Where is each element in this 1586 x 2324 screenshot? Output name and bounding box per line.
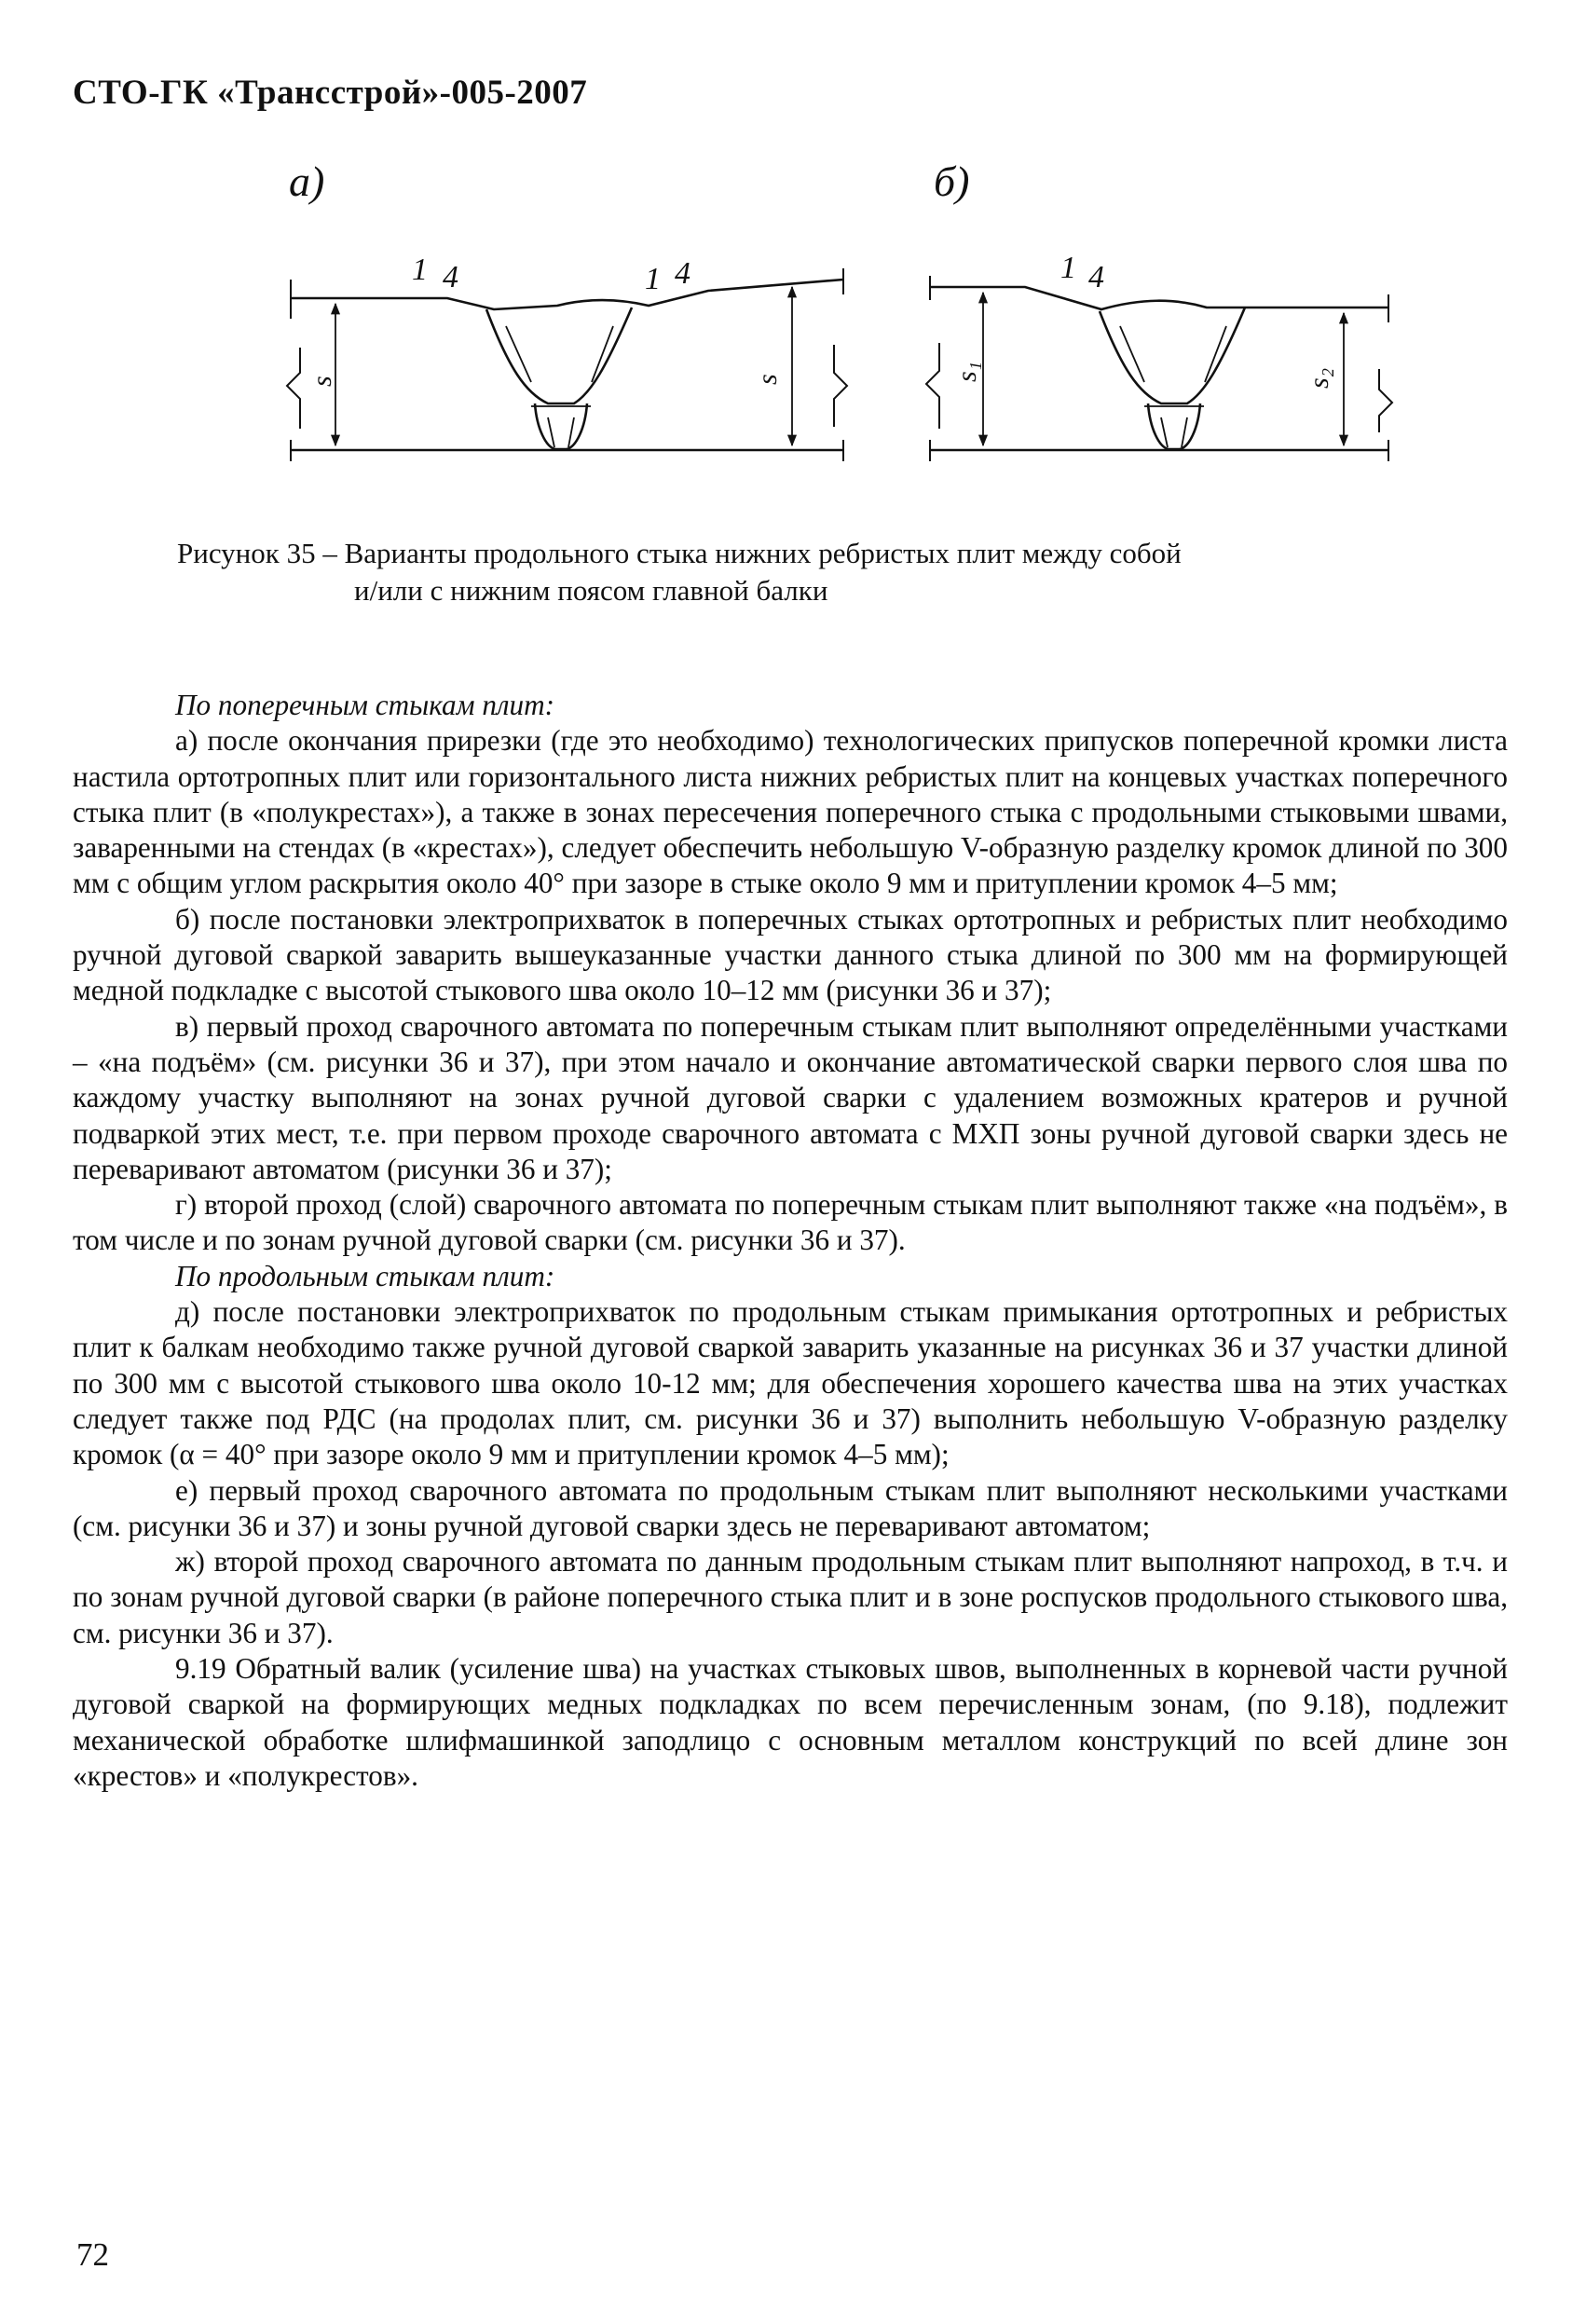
svg-text:4: 4 [675, 256, 690, 291]
weld-joint-diagram [270, 149, 1416, 485]
panel-b-top-surface [930, 287, 1388, 309]
paragraph-d: д) после постановки электроприхваток по продольным стыкам примыкания ортотропных и ребристых плит к балкам необходимо также ручной дуговой сваркой заварить указанные на рисунках 36 и 37 участки длиной по 300 мм с высотой стыкового шва около 10-12 мм; для обеспечения хорошего качества шва на этих участках следует также под РДС (на продолах плит, см. рисунки 36 и 37) выполнить небольшую V-образную разделку кромок (α = 40° при зазоре около 9 мм и притуплении кромок 4–5 мм); [73, 1295, 1508, 1471]
panel-a [287, 157, 847, 461]
paragraph-9-19: 9.19 Обратный валик (усиление шва) на участках стыковых швов, выполненных в корневой части ручной дуговой сваркой на формирующих медных подкладках по всем перечисленным зонам, (по 9.18), подлежит механической обработке шлифмашинкой заподлицо с основным металлом конструкций по всей длине зон «крестов» и «полукрестов». [73, 1652, 1508, 1792]
weld-joint-figure [270, 149, 1416, 485]
paragraph-e: е) первый проход сварочного автомата по продольным стыкам плит выполняют несколькими участками (см. рисунки 36 и 37) и зоны ручной дуговой сварки здесь не переваривают автоматом; [73, 1473, 1508, 1542]
panel-a-label: а) [289, 157, 325, 205]
panel-b-weld [1100, 308, 1245, 449]
panel-b-label: б) [934, 157, 970, 205]
svg-text:1: 1 [1060, 251, 1076, 285]
figure-caption [177, 535, 1407, 609]
panel-b [926, 157, 1392, 461]
paragraph-v: в) первый проход сварочного автомата по поперечным стыкам плит выполняют определёнными участками – «на подъём» (см. рисунки 36 и 37), при этом начало и окончание автоматической сварки первого слоя шва по каждому участку выполняют на зонах ручной дуговой сварки с удалением возможных кратеров и ручной подваркой этих мест, т.е. при первом проходе сварочного автомата с МХП зоны ручной дуговой сварки здесь не переваривают автоматом (рисунки 36 и 37); [73, 1009, 1508, 1185]
svg-text:s₂: s₂ [1304, 367, 1334, 389]
page-number: 72 [76, 2236, 109, 2273]
panel-b-break-right [1379, 369, 1392, 432]
panel-a-dim-right [752, 287, 792, 445]
panel-a-top-surface [291, 280, 843, 309]
panel-a-callouts [412, 253, 690, 296]
panel-b-break-left [926, 343, 939, 429]
panel-a-dim-left [307, 304, 337, 445]
paragraph-b: б) после постановки электроприхваток в поперечных стыках ортотропных и ребристых плит необходимо ручной дуговой сваркой заварить вышеуказанные участки данного стыка длиной по 300 мм на формирующей медной подкладке с высотой стыкового шва около 10–12 мм (рисунки 36 и 37); [73, 902, 1508, 1007]
paragraph-a: а) после окончания прирезки (где это необходимо) технологических припусков поперечной кромки листа настила ортотропных плит или горизонтального листа нижних ребристых плит на концевых участках поперечного стыка плит (в «полукрестах»), а также в зонах пересечения поперечного стыка с продольными стыковыми швами, заваренными на стендах (в «крестах»), следует обеспечить небольшую V-образную разделку кромок длиной по 300 мм с общим углом раскрытия около 40° при зазоре в стыке около 9 мм и притуплении кромок 4–5 мм; [73, 724, 1508, 900]
panel-b-dim-s1 [951, 293, 983, 445]
caption-line-2: и/или с нижним поясом главной балки [354, 574, 828, 607]
panel-b-callouts [1060, 251, 1104, 294]
svg-text:s₁: s₁ [951, 361, 982, 382]
panel-a-weld [486, 308, 632, 449]
subheading-longitudinal: По продольным стыкам плит: [175, 1259, 555, 1292]
panel-b-dim-s2 [1304, 313, 1344, 445]
svg-text:1: 1 [645, 262, 661, 296]
document-header: СТО-ГК «Трансстрой»-005-2007 [73, 74, 588, 112]
svg-text:4: 4 [443, 260, 458, 294]
caption-line-1: Рисунок 35 – Варианты продольного стыка нижних ребристых плит между собой [177, 537, 1182, 569]
body-text [73, 688, 1508, 1794]
panel-a-break-right [834, 345, 847, 427]
paragraph-zh: ж) второй проход сварочного автомата по данным продольным стыкам плит выполняют напроход, в т.ч. и по зонам ручной дуговой сварки (в районе поперечного стыка плит и в зоне роспусков продольного стыкового шва, см. рисунки 36 и 37). [73, 1545, 1508, 1649]
paragraph-g: г) второй проход (слой) сварочного автомата по поперечным стыкам плит выполняют также «на подъём», в том числе и по зонам ручной дуговой сварки (см. рисунки 36 и 37). [73, 1188, 1508, 1257]
svg-text:s: s [752, 374, 783, 385]
svg-text:4: 4 [1088, 260, 1104, 294]
subheading-transverse: По поперечным стыкам плит: [175, 689, 555, 721]
svg-text:s: s [307, 376, 337, 387]
svg-text:1: 1 [412, 253, 428, 287]
panel-a-break-left [287, 348, 300, 429]
